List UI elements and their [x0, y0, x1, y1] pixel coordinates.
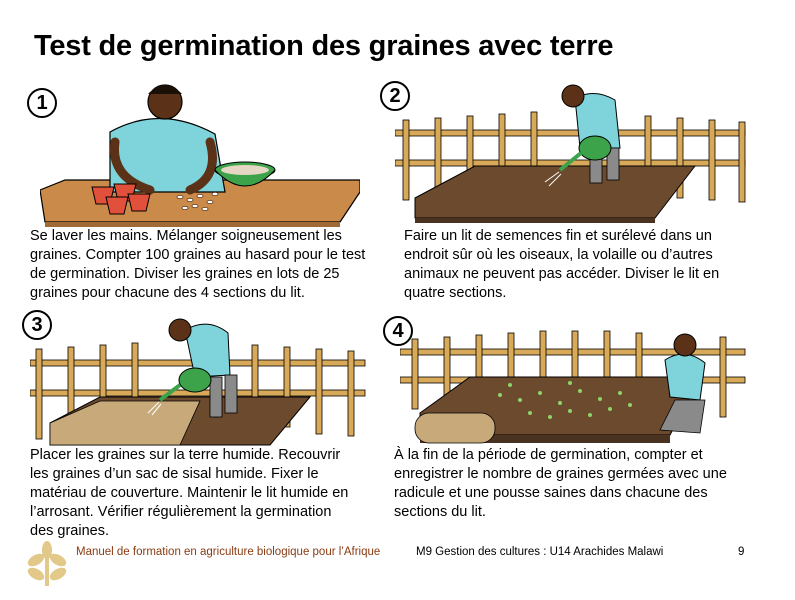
caption-line: Se laver les mains. Mélanger soigneusement les: [30, 228, 342, 244]
caption-line: de germination. Diviser les graines en lots de 25: [30, 266, 340, 282]
step-1-number-badge: 1: [27, 88, 57, 118]
step-2-caption: [404, 227, 759, 303]
step-1-illustration: [40, 72, 360, 227]
step-4-illustration: [400, 305, 755, 448]
step-1-caption: [30, 227, 385, 303]
caption-line: enregistrer le nombre de graines germées avec une: [394, 466, 727, 482]
footer-manual-title: Manuel de formation en agriculture biologique pour l’Afrique: [76, 546, 381, 558]
step-2-number-badge: 2: [380, 81, 410, 111]
step-4-number-badge: 4: [383, 316, 413, 346]
step-4-caption: [394, 446, 749, 522]
caption-line: graines pour chacune des 4 sections du lit.: [30, 285, 305, 301]
caption-line: sections du lit.: [394, 504, 486, 520]
caption-line: À la fin de la période de germination, compter et: [394, 447, 703, 463]
caption-line: quatre sections.: [404, 285, 507, 301]
organic-leaf-logo-icon: [22, 538, 72, 588]
caption-line: radicule et une pousse saines dans chacune des: [394, 485, 708, 501]
caption-line: Faire un lit de semences fin et surélevé dans un: [404, 228, 712, 244]
step-3-caption: [30, 446, 385, 541]
caption-line: animaux ne peuvent pas accéder. Diviser le lit en: [404, 266, 720, 282]
caption-line: l’arrosant. Vérifier régulièrement la germination: [30, 504, 332, 520]
caption-line: les graines d’un sac de sisal humide. Fixer le: [30, 466, 319, 482]
caption-line: Placer les graines sur la terre humide. Recouvrir: [30, 447, 341, 463]
footer-page-number: 9: [738, 546, 745, 558]
step-3-illustration: [30, 305, 370, 448]
caption-line: graines. Compter 100 graines au hasard pour le test: [30, 247, 366, 263]
page-title: Test de germination des graines avec terre: [34, 30, 614, 62]
caption-line: matériau de couverture. Maintenir le lit humide en: [30, 485, 349, 501]
step-3-number-badge: 3: [22, 310, 52, 340]
caption-line: des graines.: [30, 523, 109, 539]
step-2-illustration: [395, 78, 755, 223]
caption-line: endroit sûr où les oiseaux, la volaille ou d’autres: [404, 247, 713, 263]
footer-module-label: M9 Gestion des cultures : U14 Arachides Malawi: [416, 546, 664, 558]
